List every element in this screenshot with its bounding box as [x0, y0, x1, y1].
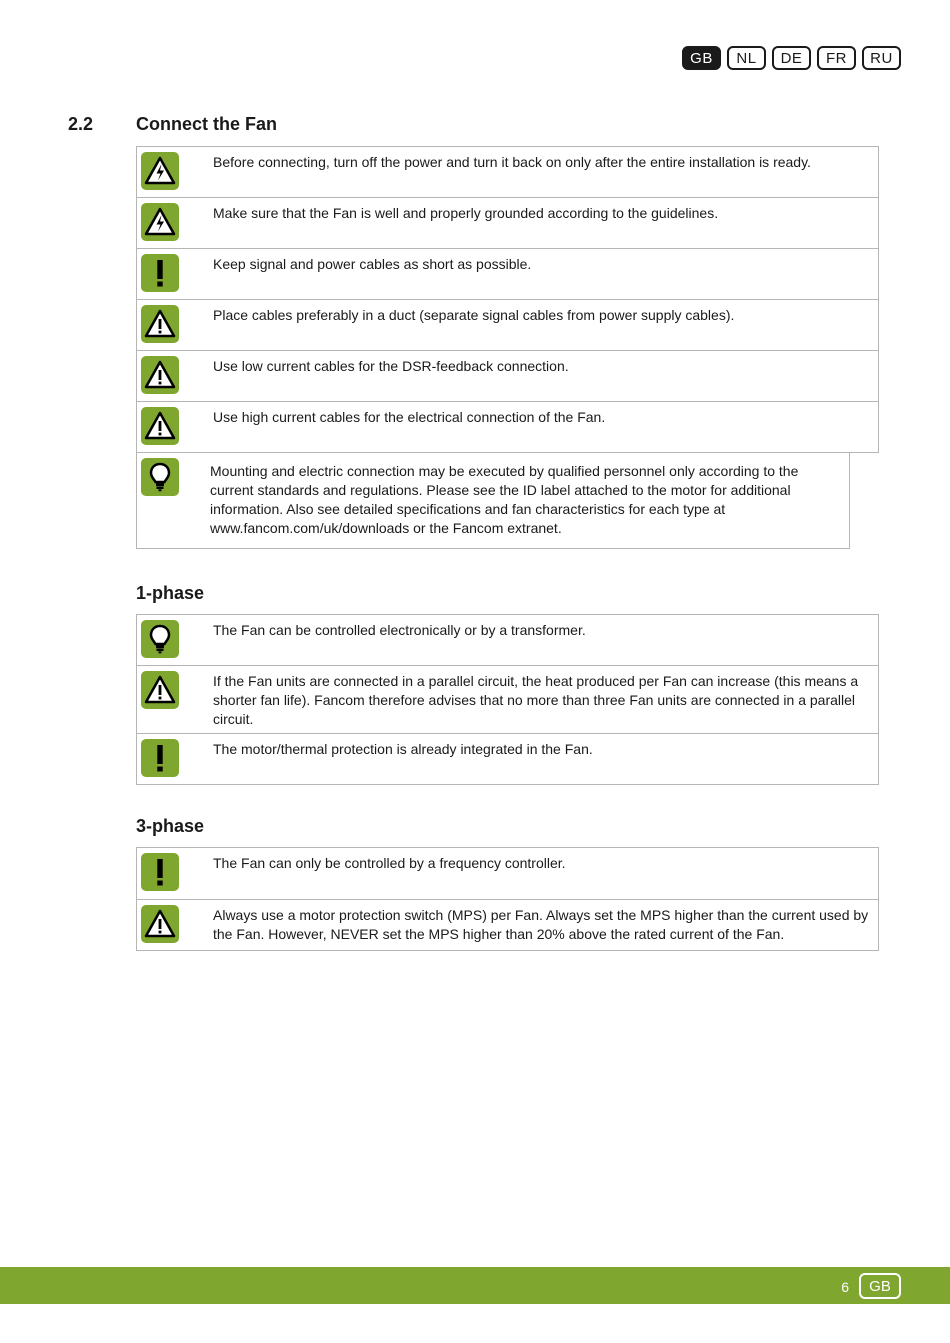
notice-row — [136, 614, 879, 666]
notice-row — [136, 847, 879, 900]
electric-warning-icon — [141, 152, 179, 190]
lang-tab-ru[interactable]: RU — [862, 46, 901, 70]
notice-text: Always use a motor protection switch (MPS) per Fan. Always set the MPS higher than the current used by the Fan. However, NEVER set the MPS higher than 20% above the rated current of the Fan. — [213, 907, 869, 942]
notice-row — [136, 733, 879, 785]
notice-text: The Fan can be controlled electronically or by a transformer. — [213, 622, 586, 638]
warning-icon — [141, 407, 179, 445]
lang-tab-nl[interactable]: NL — [727, 46, 766, 70]
notice-row — [136, 350, 879, 402]
language-tabs — [682, 46, 901, 70]
three-phase-notices-table — [136, 847, 879, 951]
notice-text: Keep signal and power cables as short as possible. — [213, 256, 532, 272]
one-phase-heading: 1-phase — [136, 583, 205, 603]
notice-text: Make sure that the Fan is well and properly grounded according to the guidelines. — [213, 205, 719, 221]
notice-text: The Fan can only be controlled by a frequency controller. — [213, 855, 566, 871]
connect-notices-table — [136, 146, 879, 549]
notice-row — [136, 299, 879, 351]
footer-language-badge: GB — [859, 1273, 901, 1299]
notice-text: Use low current cables for the DSR-feedback connection. — [213, 358, 569, 374]
notice-row — [136, 197, 879, 249]
tip-bulb-icon — [141, 458, 179, 496]
section-number: 2.2 — [68, 114, 94, 134]
attention-icon — [141, 739, 179, 777]
footer-bar — [0, 1267, 950, 1304]
notice-row — [136, 452, 850, 549]
page-number: 6 — [841, 1279, 849, 1295]
three-phase-heading: 3-phase — [136, 816, 205, 836]
notice-text: The motor/thermal protection is already integrated in the Fan. — [213, 741, 593, 757]
notice-text: Before connecting, turn off the power and turn it back on only after the entire installation is ready. — [213, 154, 811, 170]
one-phase-notices-table — [136, 614, 879, 785]
notice-row — [136, 899, 879, 951]
warning-icon — [141, 671, 179, 709]
notice-text: Place cables preferably in a duct (separate signal cables from power supply cables). — [213, 307, 735, 323]
section-title: Connect the Fan — [136, 114, 278, 134]
lang-tab-fr[interactable]: FR — [817, 46, 856, 70]
warning-icon — [141, 356, 179, 394]
notice-text: Use high current cables for the electrical connection of the Fan. — [213, 409, 606, 425]
warning-icon — [141, 305, 179, 343]
warning-icon — [141, 905, 179, 943]
attention-icon — [141, 853, 179, 891]
lang-tab-gb[interactable]: GB — [682, 46, 721, 70]
notice-row — [136, 401, 879, 453]
notice-row — [136, 248, 879, 300]
electric-warning-icon — [141, 203, 179, 241]
section-heading — [68, 114, 277, 135]
notice-row — [136, 146, 879, 198]
attention-icon — [141, 254, 179, 292]
notice-text: Mounting and electric connection may be executed by qualified personnel only according to the current standards and regulations. Please see the ID label attached to the motor for additional information. Also see detailed specifications and fan characteristics for each type at www.fancom.com/uk/downloads or the Fancom extranet. — [210, 463, 799, 536]
notice-text: If the Fan units are connected in a parallel circuit, the heat produced per Fan can increase (this means a shorter fan life). Fancom therefore advises that no more than three Fan units are connected in a parallel circuit. — [213, 673, 859, 727]
tip-bulb-icon — [141, 620, 179, 658]
lang-tab-de[interactable]: DE — [772, 46, 811, 70]
notice-row — [136, 665, 879, 734]
